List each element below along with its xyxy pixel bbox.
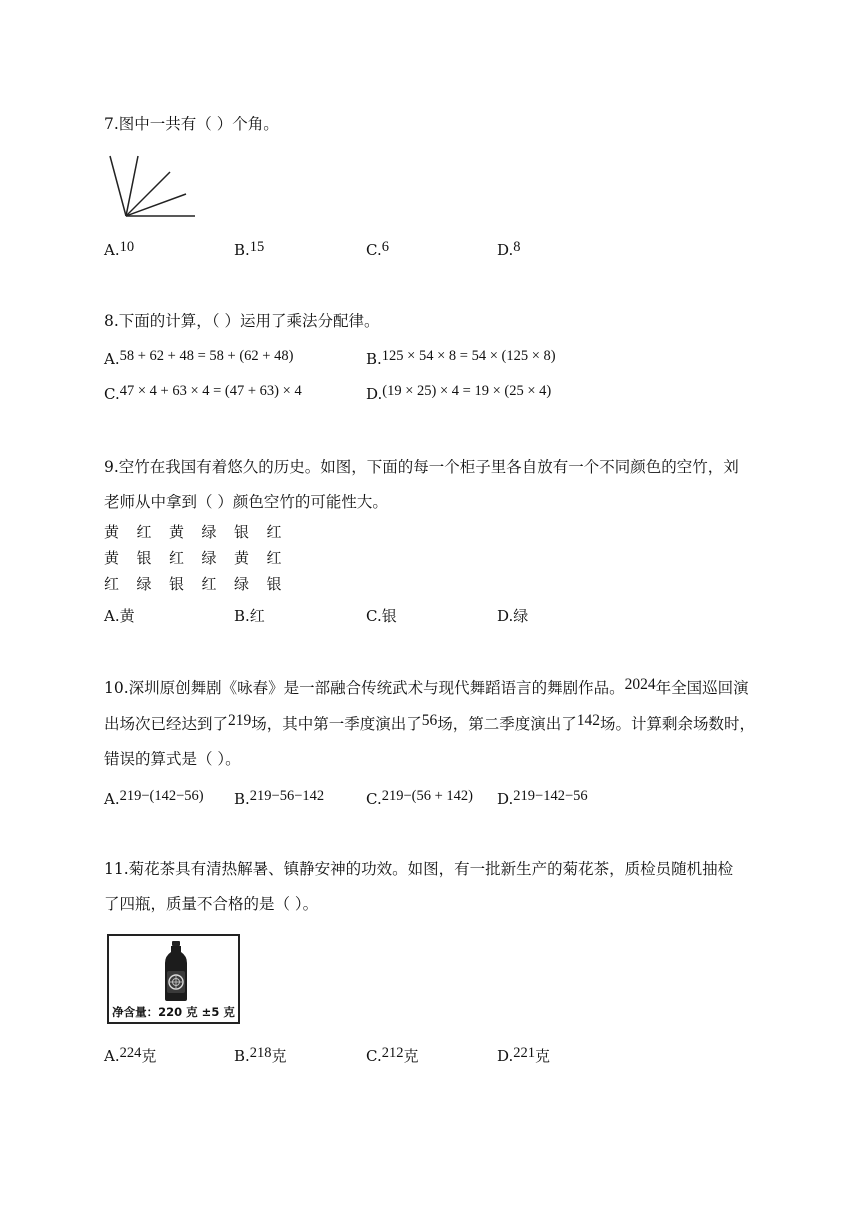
q10-option-c[interactable]: C.219−(56 + 142)	[366, 788, 473, 808]
ray-3	[126, 172, 170, 216]
question-10-line-3: 错误的算式是（ ）。	[104, 750, 241, 768]
cabinet-cell: 银	[169, 575, 185, 593]
cabinet-cell: 绿	[201, 523, 217, 541]
q9-option-b[interactable]: B.红	[234, 607, 265, 625]
q10-option-d[interactable]: D.219−142−56	[497, 788, 588, 808]
ray-4	[126, 194, 186, 216]
question-9-line-2: 老师从中拿到（ ）颜色空竹的可能性大。	[104, 493, 388, 511]
q7-option-d[interactable]: D.8	[497, 239, 521, 259]
cabinet-row-3	[104, 573, 299, 594]
q8-option-d[interactable]: D.(19 × 25) × 4 = 19 × (25 × 4)	[366, 383, 552, 403]
q10-option-b[interactable]: B.219−56−142	[234, 788, 325, 808]
cabinet-row-2	[104, 547, 299, 568]
q8-option-a[interactable]: A.58 + 62 + 48 = 58 + (62 + 48)	[104, 348, 294, 368]
q9-option-a[interactable]: A.黄	[104, 607, 135, 625]
question-10-line-1: 10.深圳原创舞剧《咏春》是一部融合传统武术与现代舞蹈语言的舞剧作品。2024年全国巡回演	[104, 676, 749, 697]
q10-option-a[interactable]: A.219−(142−56)	[104, 788, 204, 808]
cabinet-cell: 红	[169, 549, 185, 567]
q11-option-d[interactable]: D.221克	[497, 1045, 551, 1065]
cabinet-cell: 红	[136, 523, 152, 541]
cabinet-cell: 黄	[104, 523, 120, 541]
tea-bottle-figure	[107, 934, 240, 1024]
cabinet-cell: 红	[266, 523, 282, 541]
q11-option-b[interactable]: B.218克	[234, 1045, 287, 1065]
q7-option-b[interactable]: B.15	[234, 239, 265, 259]
question-9-line-1: 9.空竹在我国有着悠久的历史。如图，下面的每一个柜子里各自放有一个不同颜色的空竹，刘	[104, 458, 739, 476]
question-8-text: 8.下面的计算，（ ）运用了乘法分配律。	[104, 312, 380, 330]
cabinet-cell: 红	[201, 575, 217, 593]
question-7-text: 7.图中一共有（ ）个角。	[104, 115, 279, 133]
q9-option-c[interactable]: C.银	[366, 607, 397, 625]
angle-rays-figure	[104, 150, 200, 222]
q11-option-c[interactable]: C.212克	[366, 1045, 419, 1065]
question-11-line-2: 了四瓶，质量不合格的是（ ）。	[104, 895, 319, 913]
bottle-icon	[163, 941, 189, 1001]
cabinet-cell: 绿	[201, 549, 217, 567]
cabinet-cell: 银	[136, 549, 152, 567]
cabinet-cell: 银	[234, 523, 250, 541]
cabinet-cell: 黄	[169, 523, 185, 541]
cabinet-cell: 红	[104, 575, 120, 593]
cabinet-cell: 红	[266, 549, 282, 567]
cabinet-cell: 银	[266, 575, 282, 593]
q9-option-d[interactable]: D.绿	[497, 607, 529, 625]
cabinet-row-1	[104, 521, 299, 542]
q8-option-c[interactable]: C.47 × 4 + 63 × 4 = (47 + 63) × 4	[104, 383, 302, 403]
ray-1	[110, 156, 126, 216]
question-10-line-2: 出场次已经达到了219场，其中第一季度演出了56场，第二季度演出了142场。计算剩余场数时，	[104, 712, 756, 733]
q7-option-a[interactable]: A.10	[104, 239, 135, 259]
q7-option-c[interactable]: C.6	[366, 239, 389, 259]
q11-option-a[interactable]: A.224克	[104, 1045, 157, 1065]
q8-option-b[interactable]: B.125 × 54 × 8 = 54 × (125 × 8)	[366, 348, 556, 368]
cabinet-cell: 黄	[234, 549, 250, 567]
question-11-line-1: 11.菊花茶具有清热解暑、镇静安神的功效。如图，有一批新生产的菊花茶，质检员随机抽检	[104, 860, 734, 878]
cabinet-cell: 绿	[136, 575, 152, 593]
ray-2	[126, 156, 138, 216]
cabinet-cell: 黄	[104, 549, 120, 567]
cabinet-cell: 绿	[234, 575, 250, 593]
net-weight-label: 净含量：220 克 ±5 克	[112, 1005, 235, 1019]
